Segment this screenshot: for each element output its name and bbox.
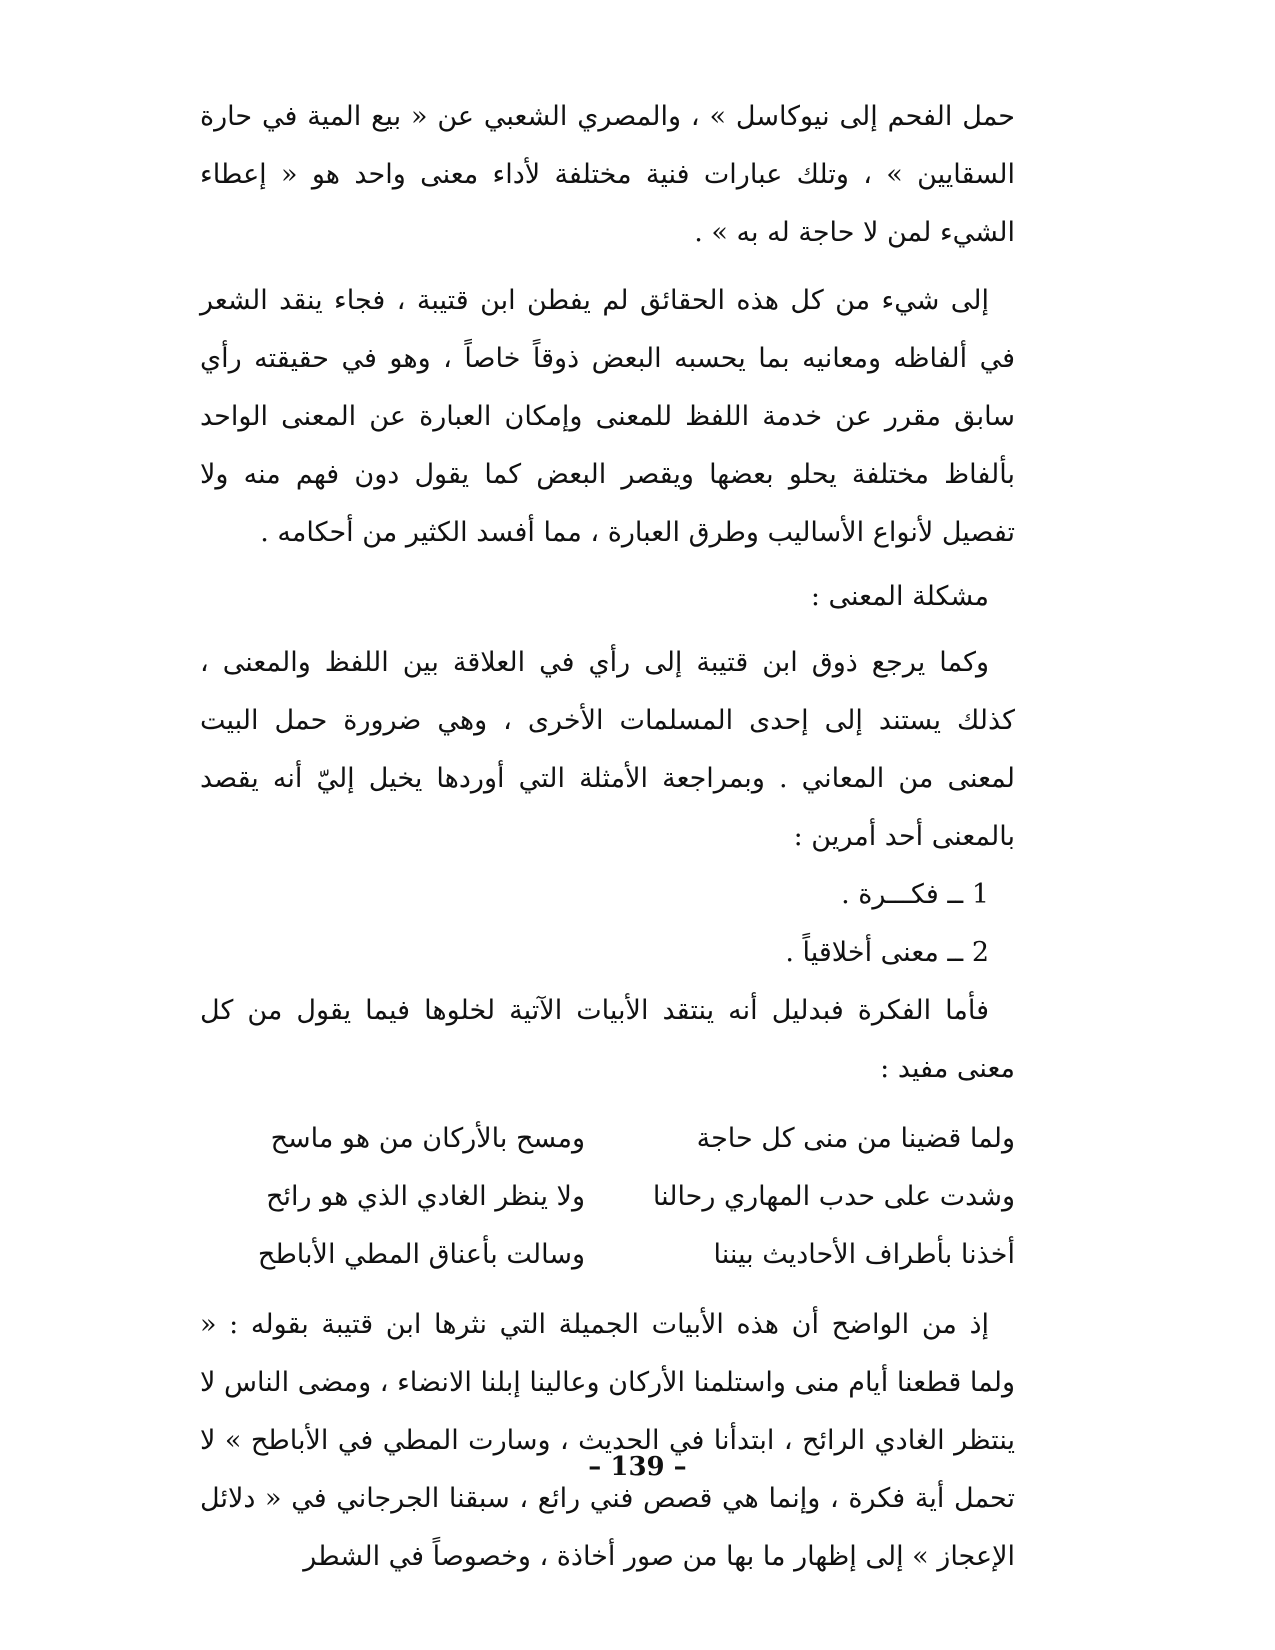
meaning-types-list [200,866,1015,982]
verse-first-hemistich: ولما قضينا من منى كل حاجة [696,1123,1015,1154]
verse-first-hemistich: وشدت على حدب المهاري رحالنا [652,1181,1015,1212]
paragraph-ibn-qutayba-critique: إلى شيء من كل هذه الحقائق لم يفطن ابن قتيبة ، فجاء ينقد الشعر في ألفاظه ومعانيه بما يحسبه البعض ذوقاً خاصاً ، وهو في حقيقته رأي سابق مقرر عن خدمة اللفظ للمعنى وإمكان العبارة عن المعنى الواحد بألفاظ مختلفة يحلو بعضها ويقصر البعض كما يقول دون فهم منه ولا تفصيل لأنواع الأساليب وطرق العبارة ، مما أفسد الكثير من أحكامه . [200,285,1015,548]
document-page [200,88,1015,1586]
verse-second-hemistich: وسالت بأعناق المطي الأباطح [257,1239,585,1270]
section-heading: مشكلة المعنى : [810,581,989,612]
verse-line [200,1226,1015,1284]
list-item: 1 ــ فكـــرة . [841,879,989,910]
paragraph-verse-analysis: إذ من الواضح أن هذه الأبيات الجميلة التي نثرها ابن قتيبة بقوله : « ولما قطعنا أيام منى واستلمنا الأركان وعالينا إبلنا الانضاء ، ومضى الناس لا ينتظر الغادي الرائح ، ابتدأنا في الحديث ، وسارت المطي في الأباطح » لا تحمل أية فكرة ، وإنما هي قصص فني رائع ، سبقنا الجرجاني في « دلائل الإعجاز » إلى إظهار ما بها من صور أخاذة ، وخصوصاً في الشطر [200,1309,1015,1572]
verse-line [200,1168,1015,1226]
page-number: – 139 – [588,1452,687,1482]
verse-second-hemistich: ولا ينظر الغادي الذي هو رائح [266,1181,585,1212]
poem-verses [200,1110,1015,1284]
verse-line [200,1110,1015,1168]
paragraph-meaning-problem: وكما يرجع ذوق ابن قتيبة إلى رأي في العلاقة بين اللفظ والمعنى ، كذلك يستند إلى إحدى المسلمات الأخرى ، وهي ضرورة حمل البيت لمعنى من المعاني . وبمراجعة الأمثلة التي أوردها يخيل إليّ أنه يقصد بالمعنى أحد أمرين : [200,647,1015,852]
paragraph-idea-evidence: فأما الفكرة فبدليل أنه ينتقد الأبيات الآتية لخلوها فيما يقول من كل معنى مفيد : [200,995,1015,1084]
verse-second-hemistich: ومسح بالأركان من هو ماسح [270,1123,585,1154]
list-item: 2 ــ معنى أخلاقياً . [785,937,989,968]
opening-paragraph: حمل الفحم إلى نيوكاسل » ، والمصري الشعبي عن « بيع المية في حارة السقايين » ، وتلك عبارات فنية مختلفة لأداء معنى واحد هو « إعطاء الشيء لمن لا حاجة له به » . [200,101,1015,248]
verse-first-hemistich: أخذنا بأطراف الأحاديث بيننا [713,1239,1015,1270]
